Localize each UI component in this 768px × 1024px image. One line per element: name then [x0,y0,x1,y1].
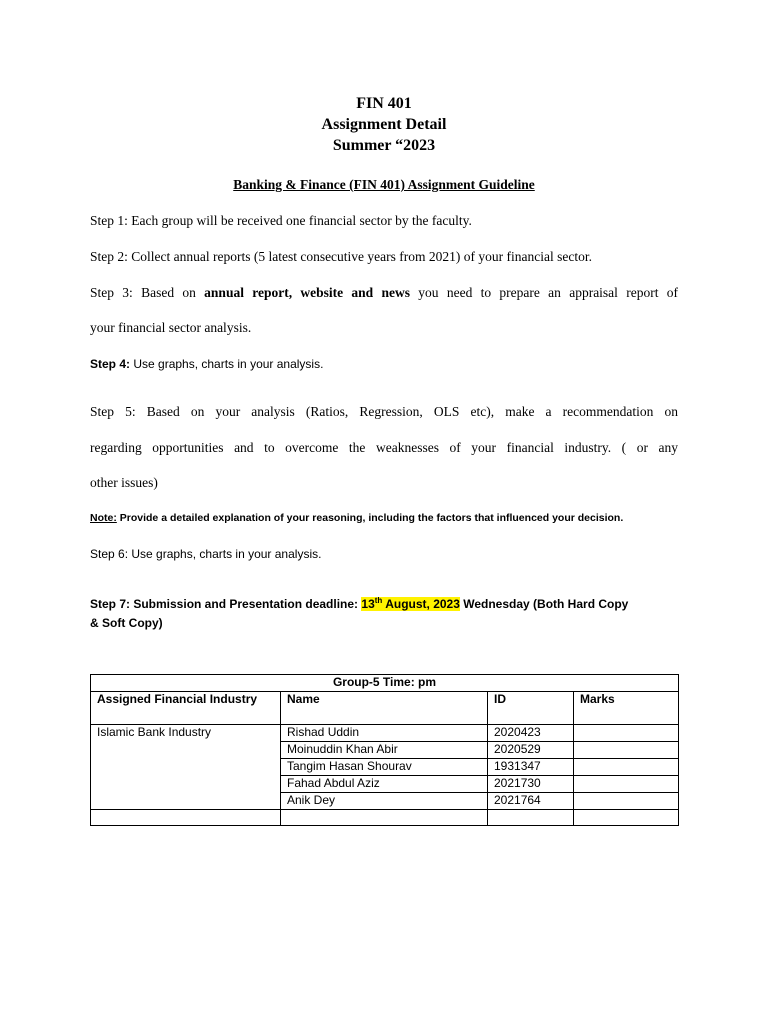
group-table [90,674,679,826]
member-marks [574,776,679,793]
course-code: FIN 401 [356,95,412,112]
member-name: Rishad Uddin [281,725,488,742]
term-label: Summer “2023 [332,137,436,154]
member-id: 2020529 [488,742,574,759]
note-text: Provide a detailed explanation of your reasoning, including the factors that influenced your decision. [116,512,624,524]
member-id: 2021764 [488,793,574,810]
member-marks [574,793,679,810]
member-name: Tangim Hasan Shourav [281,759,488,776]
header-id: ID [488,692,574,725]
step-3-bold: annual report, website and news [204,285,410,300]
step-3-suffix: you need to prepare an appraisal report of [410,285,678,300]
step-7-line-1 [90,596,678,611]
step-4 [90,357,678,371]
step-3-line-1 [90,285,678,301]
note-label: Note: [90,512,117,524]
header-name: Name [281,692,488,725]
member-name: Moinuddin Khan Abir [281,742,488,759]
industry-cell: Islamic Bank Industry [91,725,281,810]
step-2: Step 2: Collect annual reports (5 latest consecutive years from 2021) of your financial sector. [90,249,592,264]
guideline-title: Banking & Finance (FIN 401) Assignment Guideline [233,177,535,192]
step-7-suffix: Wednesday (Both Hard Copy [459,597,629,611]
step-6: Step 6: Use graphs, charts in your analysis. [90,547,322,561]
note [90,512,690,524]
empty-cell [91,810,281,826]
step-3-prefix: Step 3: Based on [90,285,205,300]
empty-cell [281,810,488,826]
document-title: Assignment Detail [321,116,447,133]
step-7-prefix: Step 7: Submission and Presentation deadline: [90,597,362,611]
empty-cell [574,810,679,826]
step-7-line-2: & Soft Copy) [90,616,163,630]
empty-row [91,810,679,826]
step-4-label: Step 4: [90,357,131,371]
step-1: Step 1: Each group will be received one financial sector by the faculty. [90,213,472,228]
member-name: Fahad Abdul Aziz [281,776,488,793]
header-industry: Assigned Financial Industry [91,692,281,725]
step-5-line-2: regarding opportunities and to overcome the weaknesses of your financial industry. ( or any [90,440,678,455]
step-5-line-1: Step 5: Based on your analysis (Ratios, Regression, OLS etc), make a recommendation on [90,404,678,419]
step-4-text: Use graphs, charts in your analysis. [130,357,324,371]
deadline-month-year: August, 2023 [382,597,460,611]
member-marks [574,725,679,742]
deadline-highlight [361,597,460,611]
member-name: Anik Dey [281,793,488,810]
member-id: 1931347 [488,759,574,776]
empty-cell [488,810,574,826]
member-id: 2021730 [488,776,574,793]
deadline-ordinal: th [374,596,383,605]
member-marks [574,742,679,759]
deadline-day: 13 [361,597,375,611]
group-title: Group-5 Time: pm [91,675,679,692]
header-marks: Marks [574,692,679,725]
step-3-line-2: your financial sector analysis. [90,320,252,335]
step-5-line-3: other issues) [90,475,158,490]
table-row [91,725,679,742]
member-marks [574,759,679,776]
member-id: 2020423 [488,725,574,742]
